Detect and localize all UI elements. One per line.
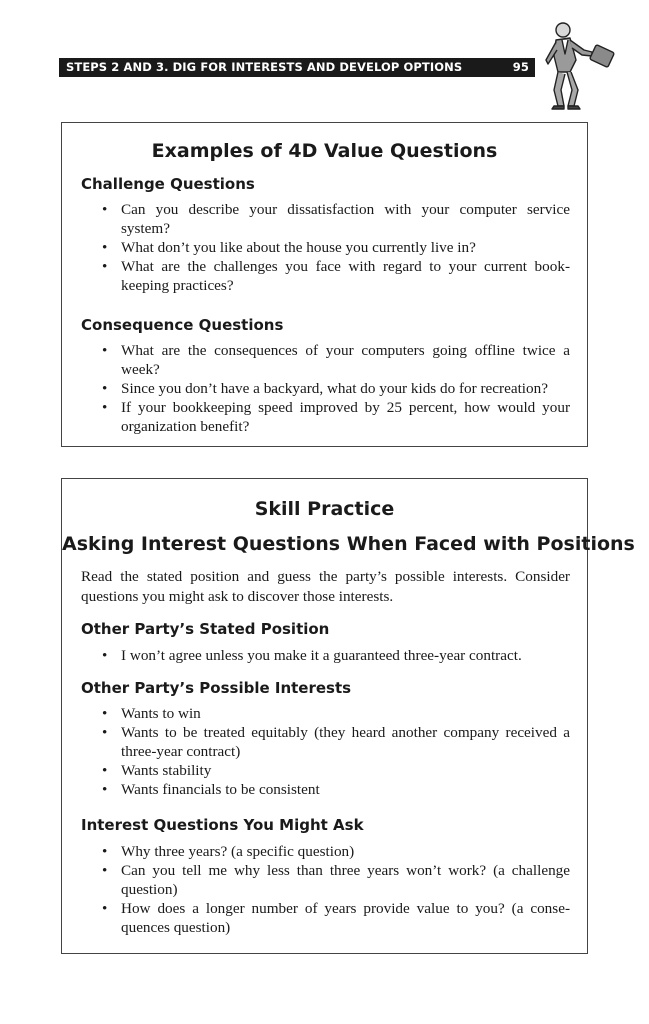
list-item: • What are the challenges you face with regard to your current bookkeeping practices? bbox=[102, 258, 570, 294]
list-item: • Can you tell me why less than three years won’t work? (a challenge question) bbox=[102, 862, 570, 898]
interest-questions-heading: Interest Questions You Might Ask bbox=[81, 816, 364, 834]
list-item: • Since you don’t have a backyard, what do your kids do for recreation? bbox=[102, 380, 548, 397]
consequence-questions-list bbox=[82, 341, 570, 436]
list-item: • If your bookkeeping speed improved by 25 percent, how would your organization benefit? bbox=[102, 399, 570, 435]
possible-interests-list bbox=[82, 704, 570, 799]
list-item: • What are the consequences of your computers going offline twice a week? bbox=[102, 342, 570, 378]
interest-questions-list bbox=[82, 842, 570, 937]
list-item: • Wants financials to be consistent bbox=[102, 781, 320, 798]
skill-practice-title: Skill Practice bbox=[254, 498, 395, 520]
challenge-questions-heading: Challenge Questions bbox=[81, 175, 255, 193]
list-item: • Why three years? (a specific question) bbox=[102, 843, 355, 860]
list-item: • I won’t agree unless you make it a guaranteed three-year contract. bbox=[102, 647, 522, 664]
list-item: • What don’t you like about the house you currently live in? bbox=[102, 239, 476, 256]
consequence-questions-heading: Consequence Questions bbox=[81, 316, 284, 334]
stated-position-heading: Other Party’s Stated Position bbox=[81, 620, 330, 638]
challenge-questions-list bbox=[82, 200, 570, 295]
list-item: • Can you describe your dissatisfaction with your computer service system? bbox=[102, 201, 570, 237]
running-header bbox=[59, 58, 535, 77]
box-title: Examples of 4D Value Questions bbox=[151, 140, 498, 162]
intro-paragraph: Read the stated position and guess the party’s possible interests. Consider questions you might ask to discover those interests. bbox=[81, 568, 570, 605]
list-item: • Wants to win bbox=[102, 705, 201, 722]
list-item: • Wants to be treated equitably (they heard another company received a three-year contract) bbox=[102, 724, 570, 760]
page-number: 95 bbox=[512, 60, 529, 74]
stated-position-list bbox=[82, 646, 570, 665]
value-questions-box bbox=[61, 122, 588, 447]
list-item: • How does a longer number of years provide value to you? (a consequences question) bbox=[102, 900, 570, 936]
running-header-title: STEPS 2 AND 3. DIG FOR INTERESTS AND DEVELOP OPTIONS bbox=[66, 60, 463, 74]
possible-interests-heading: Other Party’s Possible Interests bbox=[81, 679, 352, 697]
list-item: • Wants stability bbox=[102, 762, 212, 779]
skill-practice-box bbox=[61, 478, 635, 954]
skill-practice-subtitle: Asking Interest Questions When Faced with Positions bbox=[62, 533, 635, 555]
businessman-figure-icon bbox=[540, 20, 622, 110]
